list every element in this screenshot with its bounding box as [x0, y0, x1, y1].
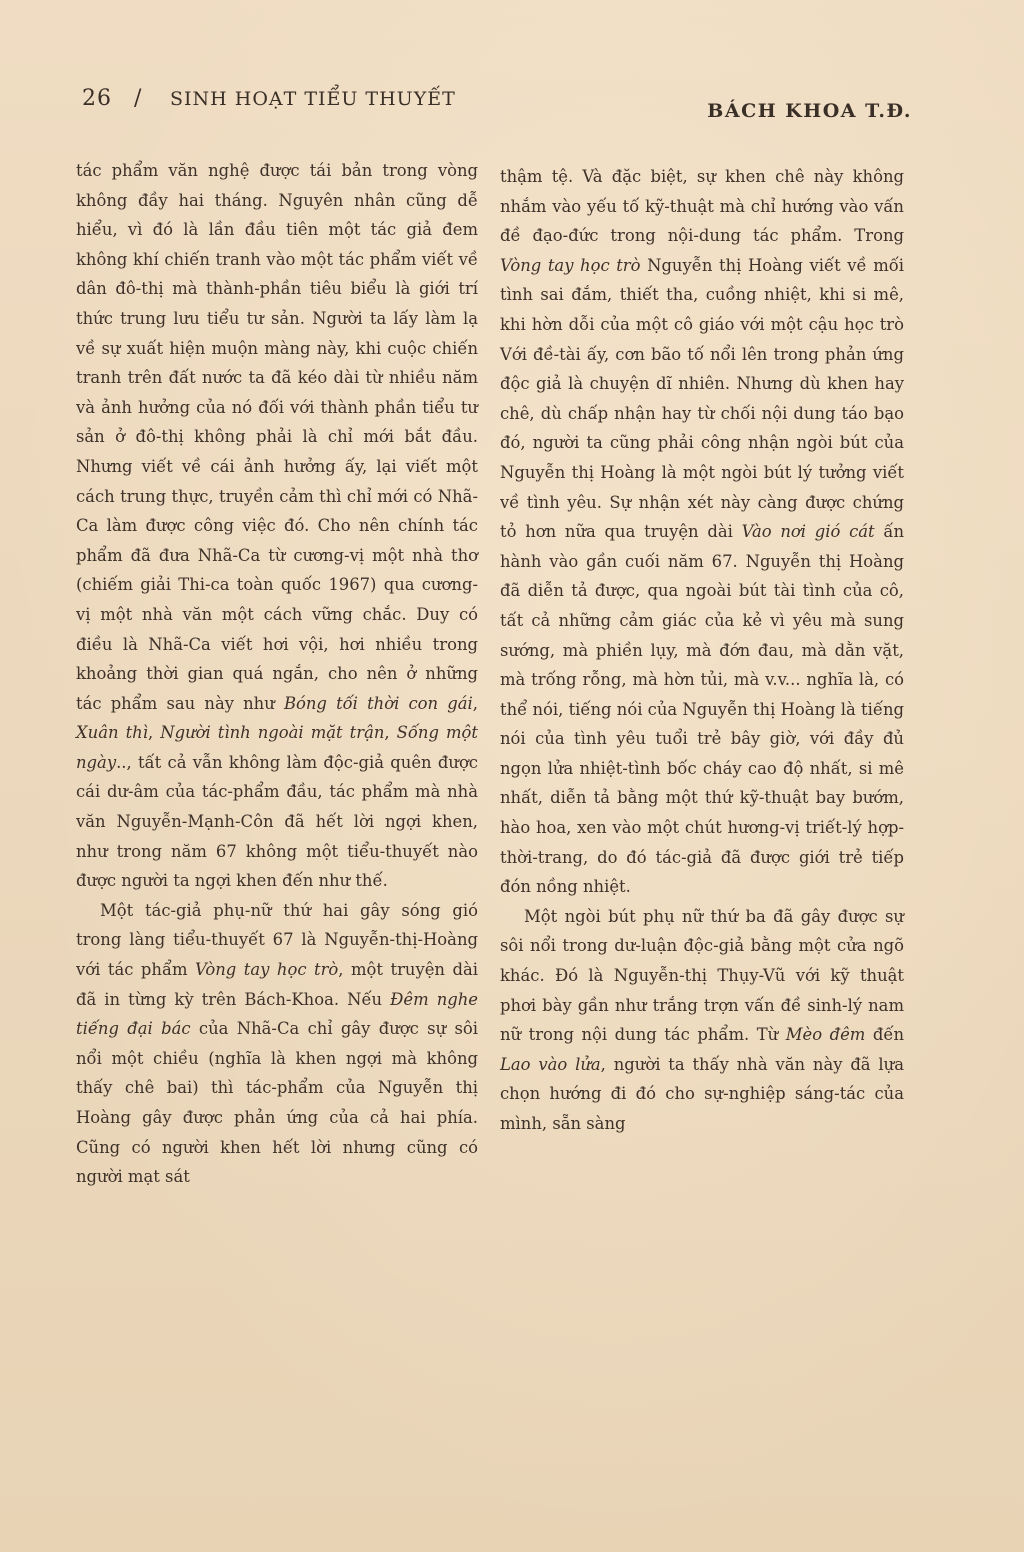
text-run: , — [472, 693, 478, 713]
page-number: 26 — [82, 86, 112, 111]
book-title: Xuân thì — [76, 723, 148, 743]
text-run: Một ngòi bút phụ nữ thứ ba đã gây được sự sôi nổi trong dư-luận độc-giả bằng một cửa ngõ khác. Đó là Nguyễn-thị Thụy-Vũ với kỹ thuật phơi bày gần như trắng trợn vấn đề sinh-lý nam nữ trong nội dung tác phẩm. Từ — [500, 906, 904, 1045]
left-column — [76, 156, 478, 1192]
text-run: đến — [865, 1025, 904, 1045]
text-run: , — [147, 723, 161, 743]
text-run: tác phẩm văn nghệ được tái bản trong vòng không đầy hai tháng. Nguyên nhân cũng dễ hiểu, vì đó là lần đầu tiên một tác giả đem không khí chiến tranh vào một tác phẩm viết về dân đô-thị mà thành-phần tiêu biểu là giới trí thức trung lưu tiểu tư sản. Người ta lấy làm lạ về sự xuất hiện muộn màng này, khi cuộc chiến tranh trên đất nước ta đã kéo dài từ nhiều năm và ảnh hưởng của nó đối với thành phần tiểu tư sản ở đô-thị không phải là chỉ mới bắt đầu. Nhưng viết về cái ảnh hưởng ấy, lại viết một cách trung thực, truyền cảm thì chỉ mới có Nhã-Ca làm được công việc đó. Cho nên chính tác phẩm đã đưa Nhã-Ca từ cương-vị một nhà thơ (chiếm giải Thi-ca toàn quốc 1967) qua cương-vị một nhà văn một cách vững chắc. Duy có điều là Nhã-Ca viết hơi vội, hơi nhiều trong khoảng thời gian quá ngắn, cho nên ở những tác phẩm sau này như — [76, 161, 478, 713]
book-title: Đêm nghe tiếng đại bác — [76, 989, 478, 1039]
book-title: Bóng tối thời con gái — [283, 693, 473, 713]
text-run: Nguyễn thị Hoàng viết về mối tình sai đắm, thiết tha, cuồng nhiệt, khi si mê, khi hờn dỗi của một cô giáo với một cậu học trò Với đề-tài ấy, cơn bão tố nổi lên trong phản ứng độc giả là chuyện dĩ nhiên. Nhưng dù khen hay chê, dù chấp nhận hay từ chối nội dung táo bạo đó, người ta cũng phải công nhận ngòi bút của Nguyễn thị Hoàng là một ngòi bút lý tưởng viết về tình yêu. Sự nhận xét này càng được chứng tỏ hơn nữa qua truyện dài — [500, 255, 905, 542]
running-title: SINH HOẠT TIỂU THUYẾT — [170, 88, 456, 110]
page-header — [82, 86, 912, 126]
text-run: ấn hành vào gần cuối năm 67. Nguyễn thị Hoàng đã diễn tả được, qua ngoài bút tài tình của cô, tất cả những cảm giác của kẻ vì yêu mà sung sướng, mà phiền lụy, mà đớn đau, mà dằn vặt, mà trống rỗng, mà hờn tủi, mà v.v... nghĩa là, có thể nói, tiếng nói của Nguyễn thị Hoàng là tiếng nói của tình yêu tuổi trẻ bây giờ, với đầy đủ ngọn lửa nhiệt-tình bốc cháy cao độ nhất, si mê nhất, diễn tả bằng một thứ kỹ-thuật bay bướm, hào hoa, xen vào một chút hương-vị triết-lý hợp-thời-trang, do đó tác-giả đã được giới trẻ tiếp đón nồng nhiệt. — [500, 522, 905, 897]
book-title: Mèo đêm — [785, 1025, 866, 1045]
header-separator: / — [134, 86, 142, 111]
book-title: Vòng tay học trò — [195, 960, 339, 980]
book-title: Sống một ngày — [76, 723, 478, 772]
text-run: , một truyện dài đã in từng kỳ trên Bách-Khoa. Nếu — [76, 960, 478, 1009]
paragraph — [76, 896, 478, 1192]
right-column — [500, 162, 904, 1139]
paragraph — [500, 162, 904, 902]
text-run: .., tất cả vẫn không làm độc-giả quên được cái dư-âm của tác-phẩm đầu, tác phẩm mà nhà văn Nguyễn-Mạnh-Côn đã hết lời ngợi khen, như trong năm 67 không một tiểu-thuyết nào được người ta ngợi khen đến như thế. — [76, 752, 478, 891]
text-run: của Nhã-Ca chỉ gây được sự sôi nổi một chiều (nghĩa là khen ngợi mà không thấy chê bai) thì tác-phẩm của Nguyễn thị Hoàng gây được phản ứng của cả hai phía. Cũng có người khen hết lời nhưng cũng có người mạt sát — [76, 1019, 478, 1187]
book-title: Vòng tay học trò — [500, 255, 641, 275]
book-title: Vào nơi gió cát — [741, 522, 875, 542]
paragraph — [76, 156, 478, 896]
text-run: , người ta thấy nhà văn này đã lựa chọn hướng đi đó cho sự-nghiệp sáng-tác của mình, sẵn sàng — [500, 1054, 904, 1133]
book-title: Người tình ngoài mặt trận — [160, 723, 385, 743]
text-run: thậm tệ. Và đặc biệt, sự khen chê này không nhắm vào yếu tố kỹ-thuật mà chỉ hướng vào vấn đề đạo-đức trong nội-dung tác phẩm. Trong — [500, 167, 904, 246]
text-run: , — [384, 723, 397, 743]
book-title: Lao vào lửa — [500, 1054, 601, 1074]
journal-name: BÁCH KHOA T.Đ. — [707, 100, 912, 122]
text-run: Một tác-giả phụ-nữ thứ hai gây sóng gió trong làng tiểu-thuyết 67 là Nguyễn-thị-Hoàng với tác phẩm — [76, 900, 478, 980]
paragraph — [500, 902, 904, 1139]
